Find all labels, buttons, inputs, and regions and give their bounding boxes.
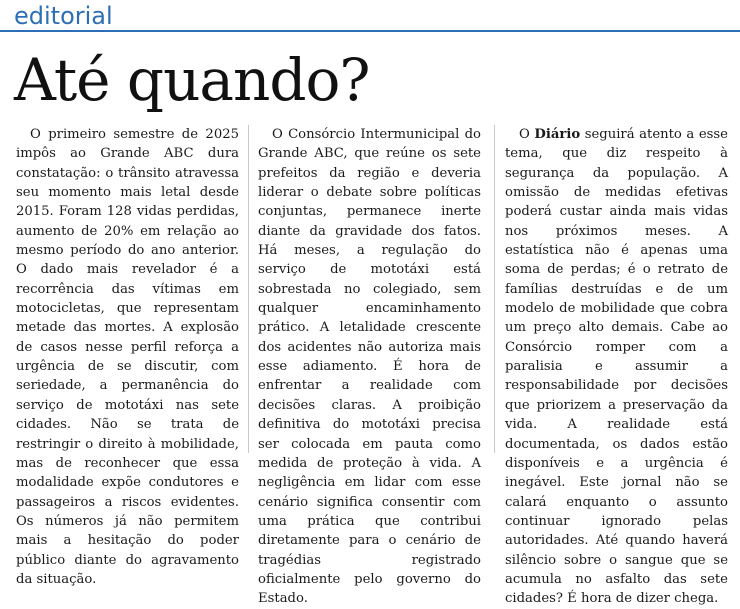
column-3-lead: O [519,127,535,142]
column-1-paragraph: O primeiro semestre de 2025 impôs ao Grande ABC dura constatação: o trânsito atravessa seu momento mais letal desde 2015. Foram 128 vidas perdidas, aumento de 20% em relação ao mesmo período do ano anterior. O dado mais revelador é a recorrência das vítimas em motocicletas, que representam metade das mortes. A explosão de casos nesse perfil reforça a urgência de se discutir, com seriedade, a permanência do serviço de mototáxi nas sete cidades. Não se trata de restringir o direito à mobilidade, mas de reconhecer que essa modalidade expõe condutores e passageiros a riscos evidentes. Os números já não permitem mais a hesitação do poder público diante do agravamento da situação. [16,127,239,587]
column-1 [16,125,239,589]
column-3 [505,125,728,609]
column-2-paragraph: O Consórcio Intermunicipal do Grande ABC, que reúne os sete prefeitos da região e deveria liderar o debate sobre políticas conjuntas, permanece inerte diante da gravidade dos fatos. Há meses, a regulação do serviço de mototáxi está sobrestada no colegiado, sem qualquer encaminhamento prático. A letalidade crescente dos acidentes não autoriza mais esse adiamento. É hora de enfrentar a realidade com decisões claras. A proibição definitiva do mototáxi precisa ser colocada em pauta como medida de proteção à vida. A negligência em lidar com esse cenário significa consentir com uma prática que contribui diretamente para o cenário de tragédias registrado oficialmente pelo governo do Estado. [258,127,481,607]
column-2 [258,125,481,609]
column-divider-1 [248,125,249,453]
newspaper-name: Diário [534,127,581,142]
headline: Até quando? [14,46,370,114]
column-3-text: seguirá atento a esse tema, que diz respeito à segurança da população. A omissão de medidas efetivas poderá custar ainda mais vidas nos próximos meses. A estatística não é apenas uma soma de perdas; é o retrato de famílias destruídas e de um modelo de mobilidade que cobra um preço alto demais. Cabe ao Consórcio romper com a paralisia e assumir a responsabilidade por decisões que priorizem a preservação da vida. A realidade está documentada, os dados estão disponíveis e a urgência é inegável. Este jornal não se calará enquanto o assunto continuar ignorado pelas autoridades. Até quando haverá silêncio sobre o sangue que se acumula no asfalto das sete cidades? É hora de dizer chega. [505,127,728,607]
section-label: editorial [14,2,113,30]
column-divider-2 [494,125,495,453]
column-3-paragraph [505,125,728,609]
header-rule [0,30,740,32]
